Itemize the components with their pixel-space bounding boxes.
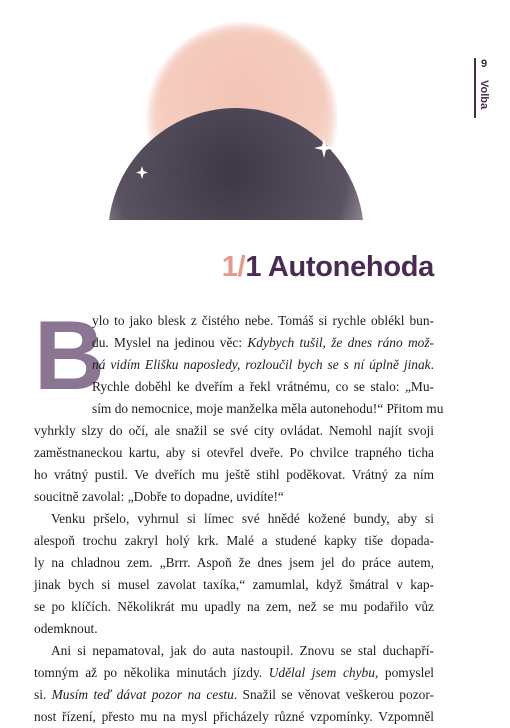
text-line: ly na chladnou zem. „Brrr. Aspoň že dnes jsem jel do práce autem, [34, 555, 434, 570]
text-line: soucitně zavolal: „Dobře to dopadne, uvidíte!“ [34, 489, 284, 504]
drop-cap: B [34, 300, 105, 410]
text-line: Venku pršelo, vyhrnul si límec své hnědé kožené bundy, aby si [51, 511, 434, 526]
chapter-heading [150, 253, 434, 282]
text-line: du. Myslel na jedinou věc: Kdybych tušil, že dnes ráno mož- [92, 335, 434, 350]
page-number: 9 [481, 58, 488, 70]
text-line: nost řízení, přesto mu na mysl přicházely různé vzpomínky. Vzpomněl [34, 709, 434, 724]
text-line: odemknout. [34, 621, 98, 636]
text-line: zaměstnaneckou kartu, aby si otevřel dveře. Po chvilce trapného ticha [34, 445, 434, 460]
margin-tab [474, 58, 504, 124]
text-line: Ani si nepamatoval, jak do auta nastoupil. Znovu se stal duchapří- [51, 643, 434, 658]
text-line: alespoň trochu zakryl holý krk. Malé a studené kapky tiše dopada- [34, 533, 434, 548]
chapter-number: 1 [245, 251, 262, 283]
section-title: Volba [478, 80, 490, 110]
text-line: tomným až po několika minutách jízdy. Udělal jsem chybu, pomyslel [34, 665, 434, 680]
text-line: se po klíčích. Několikrát mu upadly na zem, než se mu podařilo vůz [34, 599, 434, 614]
text-line: ho vrátný pustil. Ve dveřích mu ještě stihl poděkovat. Vrátný za ním [34, 467, 434, 482]
chapter-number-prefix: 1/ [221, 251, 246, 283]
text-line: vyhrkly slzy do očí, ale snažil se své city ovládat. Nemohl najít svoji [34, 423, 434, 438]
text-line: ná vidím Elišku naposledy, rozloučil bych se s ní úplně jinak. [92, 357, 434, 372]
chapter-title: Autonehoda [267, 251, 434, 283]
text-line: ylo to jako blesk z čistého nebe. Tomáš si rychle oblékl bun- [92, 313, 434, 328]
text-line: Rychle doběhl ke dveřím a řekl vrátnému, co se stalo: „Mu- [92, 379, 434, 394]
text-line: si. Musím teď dávat pozor na cestu. Snažil se věnovat veškerou pozor- [34, 687, 434, 702]
margin-rule [474, 58, 476, 118]
eclipse-illustration [96, 20, 382, 226]
text-line: jinak bych si musel zavolat taxíka,“ zamumlal, když šmátral v kap- [34, 577, 434, 592]
text-line: sím do nemocnice, moje manželka měla autonehodu!“ Přitom mu [92, 401, 444, 416]
